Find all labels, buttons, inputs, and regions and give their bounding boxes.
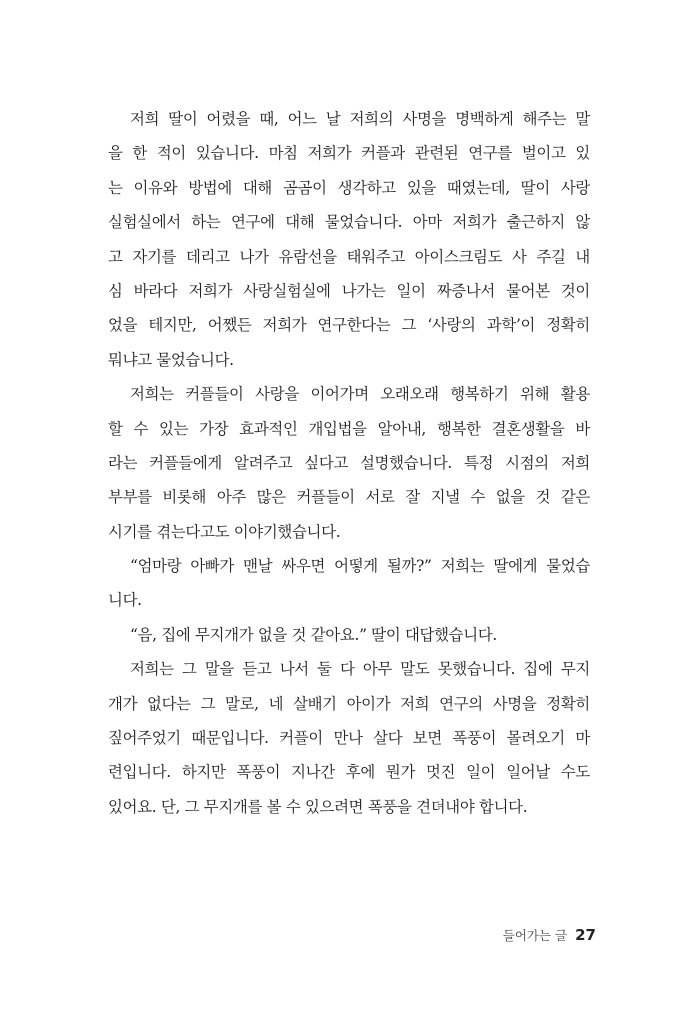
text-line: 저희 딸이 어렸을 때, 어느 날 저희의 사명을 명백하게 해주는 말 [130,110,590,128]
text-line: 시기를 겪는다고도 이야기했습니다. [108,522,341,541]
text-line: 부부를 비롯해 아주 많은 커플들이 서로 잘 지낼 수 없을 것 같은 [108,488,590,507]
page-number: 27 [575,926,596,944]
text-line: 련입니다. 하지만 폭풍이 지나간 후에 뭔가 멋진 일이 일어날 수도 [108,763,590,782]
text-line: 는 이유와 방법에 대해 곰곰이 생각하고 있을 때였는데, 딸이 사랑 [108,178,590,197]
body-text [108,102,590,824]
text-line: “음, 집에 무지개가 없을 것 같아요.” 딸이 대답했습니다. [130,625,497,644]
text-line: 고 자기를 데리고 나가 유람선을 태워주고 아이스크림도 사 주길 내 [108,247,590,266]
text-line: 짚어주었기 때문입니다. 커플이 만나 살다 보면 폭풍이 몰려오기 마 [108,729,590,748]
text-line: 심 바라다 저희가 사랑실험실에 나가는 일이 짜증나서 물어본 것이 [108,281,590,300]
text-line: 저희는 그 말을 듣고 나서 둘 다 아무 말도 못했습니다. 집에 무지 [130,660,590,679]
text-line: 실험실에서 하는 연구에 대해 물었습니다. 아마 저희가 출근하지 않 [108,213,590,232]
text-line: “엄마랑 아빠가 맨날 싸우면 어떻게 될까?” 저희는 딸에게 물었습 [130,557,590,576]
page-footer [503,926,596,944]
text-line: 을 한 적이 있습니다. 마침 저희가 커플과 관련된 연구를 벌이고 있 [108,144,590,163]
text-line: 라는 커플들에게 알려주고 싶다고 설명했습니다. 특정 시점의 저희 [108,453,590,472]
text-line: 개가 없다는 그 말로, 네 살배기 아이가 저희 연구의 사명을 정확히 [108,694,590,713]
text-line: 저희는 커플들이 사랑을 이어가며 오래오래 행복하기 위해 활용 [130,385,590,404]
text-line: 뭐냐고 물었습니다. [108,350,234,369]
text-line: 니다. [108,591,142,610]
text-line: 있어요. 단, 그 무지개를 볼 수 있으려면 폭풍을 견뎌내야 합니다. [108,797,528,816]
text-line: 었을 테지만, 어쨌든 저희가 연구한다는 그 ‘사랑의 과학’이 정확히 [108,316,590,335]
text-line: 할 수 있는 가장 효과적인 개입법을 알아내, 행복한 결혼생활을 바 [108,419,590,438]
running-section-title: 들어가는 글 [502,928,568,943]
